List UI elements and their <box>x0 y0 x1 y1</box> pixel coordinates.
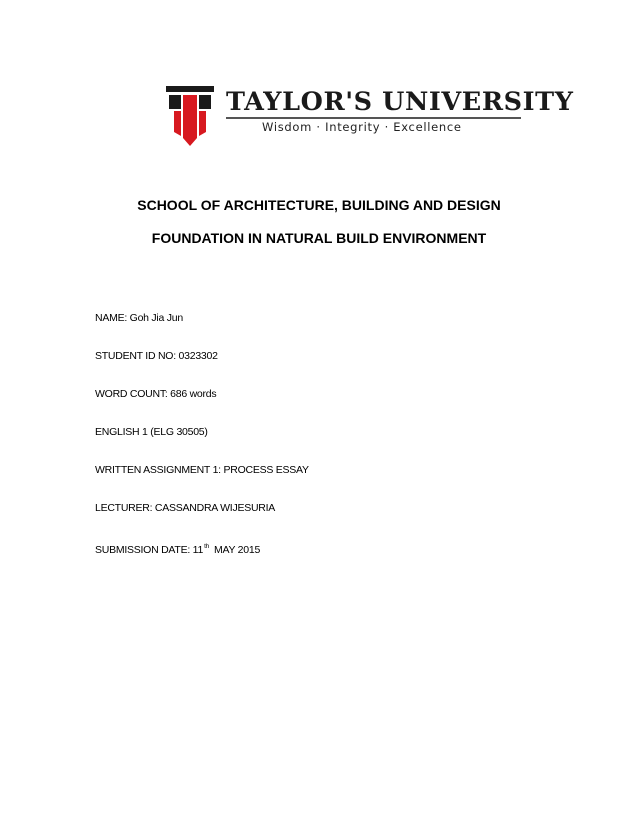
submission-date-prefix: SUBMISSION DATE: 11 <box>95 544 204 556</box>
lecturer-name: LECTURER: CASSANDRA WIJESURIA <box>95 502 276 514</box>
submission-date-ordinal: th <box>204 543 209 550</box>
logo-tagline: Wisdom · Integrity · Excellence <box>262 120 462 134</box>
cover-details <box>95 312 309 578</box>
submission-date-suffix: MAY 2015 <box>213 544 261 556</box>
student-id: STUDENT ID NO: 0323302 <box>95 350 218 362</box>
assignment-title: WRITTEN ASSIGNMENT 1: PROCESS ESSAY <box>95 464 309 476</box>
logo-wordmark: TAYLOR'S UNIVERSITY <box>226 87 574 117</box>
taylors-crest-icon <box>166 86 214 146</box>
submission-date <box>95 540 309 556</box>
university-logo <box>166 86 574 146</box>
course-code: ENGLISH 1 (ELG 30505) <box>95 426 208 438</box>
word-count: WORD COUNT: 686 words <box>95 388 217 400</box>
programme-heading: FOUNDATION IN NATURAL BUILD ENVIRONMENT <box>151 230 487 246</box>
logo-divider <box>226 117 521 119</box>
school-heading: SCHOOL OF ARCHITECTURE, BUILDING AND DESIGN <box>137 197 501 213</box>
student-name: NAME: Goh Jia Jun <box>95 312 183 324</box>
